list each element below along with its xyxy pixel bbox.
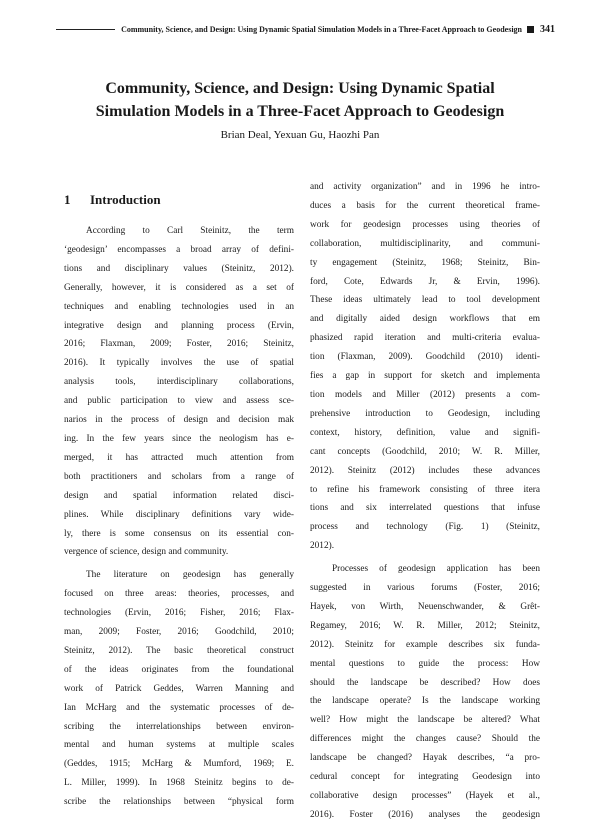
text-line: scribing the interrelationships between environ- [64, 721, 294, 732]
title-line-1: Community, Science, and Design: Using Dynamic Spatial [105, 80, 495, 97]
running-header [56, 22, 555, 36]
text-line: well? How might the landscape be altered? What [310, 715, 540, 726]
text-line: Hayek, von Wirth, Neuenschwander, & Grêt- [310, 601, 540, 612]
text-line: cedural concept for integrating Geodesign into [310, 772, 540, 783]
text-line: both practitioners and scholars from a range of [64, 471, 294, 482]
text-line: ing. In the few years since the neologism has e- [64, 433, 294, 444]
text-line: 2012). Steinitz for example describes six funda- [310, 639, 540, 650]
right-paragraph-1 [310, 178, 540, 556]
text-line: Regamey, 2016; W. R. Miller, 2012; Steinitz, [310, 620, 540, 631]
text-line: According to Carl Steinitz, the term [86, 226, 294, 236]
authors: Brian Deal, Yexuan Gu, Haozhi Pan [220, 129, 380, 141]
running-title: Community, Science, and Design: Using Dynamic Spatial Simulation Models in a Three-Facet Approach to Geodesign [121, 24, 522, 34]
section-number: 1 [64, 192, 71, 207]
text-line: vergence of science, design and community. [64, 547, 229, 558]
text-line: and public participation to view and assess sce- [64, 396, 294, 407]
text-line: suggested in various forums (Foster, 2016; [310, 583, 540, 594]
text-line: focused on three areas: theories, processes, and [64, 589, 294, 600]
text-line: phasized rapid iteration and multi-criteria evalua- [310, 333, 540, 344]
left-paragraph-1 [64, 222, 294, 562]
text-line: design and spatial information related disci- [64, 490, 294, 501]
text-line: These ideas ultimately lead to tool development [310, 295, 540, 306]
text-line: to refine his framework consisting of three itera [310, 484, 540, 495]
text-line: cant concepts (Goodchild, 2010; W. R. Miller, [310, 446, 540, 457]
text-line: Processes of geodesign application has been [332, 564, 540, 575]
text-line: landscape be changed? Hayak describes, “a pro- [310, 753, 540, 764]
text-line: The literature on geodesign has generally [86, 570, 294, 581]
paper-title [60, 77, 540, 123]
text-line: duces a basis for the current theoretical frame- [310, 200, 540, 211]
text-line: Steinitz, 2012). The basic theoretical construct [64, 645, 294, 656]
text-line: L. Miller, 1999). In 1968 Steinitz begins to de- [64, 778, 294, 789]
text-line: technologies (Ervin, 2016; Fisher, 2016; Flax- [64, 608, 294, 619]
text-line: ty engagement (Steinitz, 1968; Steinitz, Bin- [310, 257, 540, 268]
text-line: ‘geodesign’ encompasses a broad array of defini- [64, 244, 294, 255]
text-line: of the ideas originates from the foundational [64, 664, 294, 675]
text-line: 2012). Steinitz (2012) includes these advances [310, 465, 540, 476]
text-line: should the landscape be described? How does [310, 677, 540, 688]
text-line: Ian McHarg and the systematic processes of de- [64, 702, 294, 713]
text-line: work of Patrick Geddes, Warren Manning and [64, 683, 294, 694]
text-line: collaboration, multidisciplinarity, and communi- [310, 238, 540, 249]
left-paragraph-2 [64, 566, 294, 812]
header-square-icon [527, 26, 534, 33]
right-column [310, 178, 540, 825]
text-line: work for geodesign processes using theories of [310, 219, 540, 230]
text-line: tion (Flaxman, 2009). Goodchild (2010) identi- [310, 352, 540, 363]
text-line: Generally, however, it is considered as a set of [64, 282, 294, 293]
text-line: 2016). It typically involves the use of spatial [64, 358, 294, 369]
text-line: merged, it has attracted much attention from [64, 452, 294, 463]
text-line: mental and human systems at multiple scales [64, 740, 294, 751]
text-line: and activity organization” and in 1996 he intro- [310, 182, 540, 192]
text-line: ly, there is some consensus on its essential con- [64, 528, 294, 539]
text-line: man, 2009; Foster, 2016; Goodchild, 2010; [64, 627, 294, 638]
section-title: Introduction [90, 192, 161, 207]
text-line: the landscape operate? Is the landscape working [310, 696, 540, 707]
page-number: 341 [540, 23, 555, 35]
text-line: collaborative design processes” (Hayek et al., [310, 791, 540, 801]
text-line: tion models and Miller (2012) presents a com- [310, 389, 540, 400]
text-line: 2016; Flaxman, 2009; Foster, 2016; Steinitz, [64, 339, 294, 350]
text-line: tions and disciplinary values (Steinitz, 2012). [64, 263, 294, 274]
left-column [64, 178, 294, 812]
text-line: prehensive introduction to Geodesign, including [310, 408, 540, 419]
header-rule [56, 29, 115, 30]
text-line: context, history, definition, value and signifi- [310, 427, 540, 438]
text-line: fies a gap in support for sketch and implementa [310, 371, 540, 382]
text-line: mental questions to guide the process: How [310, 658, 540, 669]
text-line: analysis tools, interdisciplinary collaborations, [64, 377, 294, 388]
text-line: ford, Cote, Edwards Jr, & Ervin, 1996). [310, 276, 540, 287]
right-paragraph-2 [310, 560, 540, 825]
text-line: plines. While disciplinary definitions vary wide- [64, 509, 294, 520]
text-line: tions and six interrelated questions that infuse [310, 503, 540, 514]
text-line: narios in the process of design and decision mak [64, 415, 294, 426]
text-line: techniques and enabling technologies used in an [64, 301, 294, 312]
section-heading [64, 190, 294, 210]
text-line: 2016). Foster (2016) analyses the geodesign [310, 809, 540, 820]
text-line: 2012). [310, 541, 335, 552]
text-line: (Geddes, 1915; McHarg & Mumford, 1969; E. [64, 759, 294, 770]
text-line: process and technology (Fig. 1) (Steinitz, [310, 522, 540, 533]
text-line: integrative design and planning process (Ervin, [64, 320, 294, 331]
text-line: scribe the relationships between “physical form [64, 797, 294, 808]
title-line-2: Simulation Models in a Three-Facet Approach to Geodesign [95, 103, 505, 120]
text-line: differences might the changes cause? Should the [310, 734, 540, 745]
text-line: and digitally aided design workflows that em [310, 314, 540, 325]
